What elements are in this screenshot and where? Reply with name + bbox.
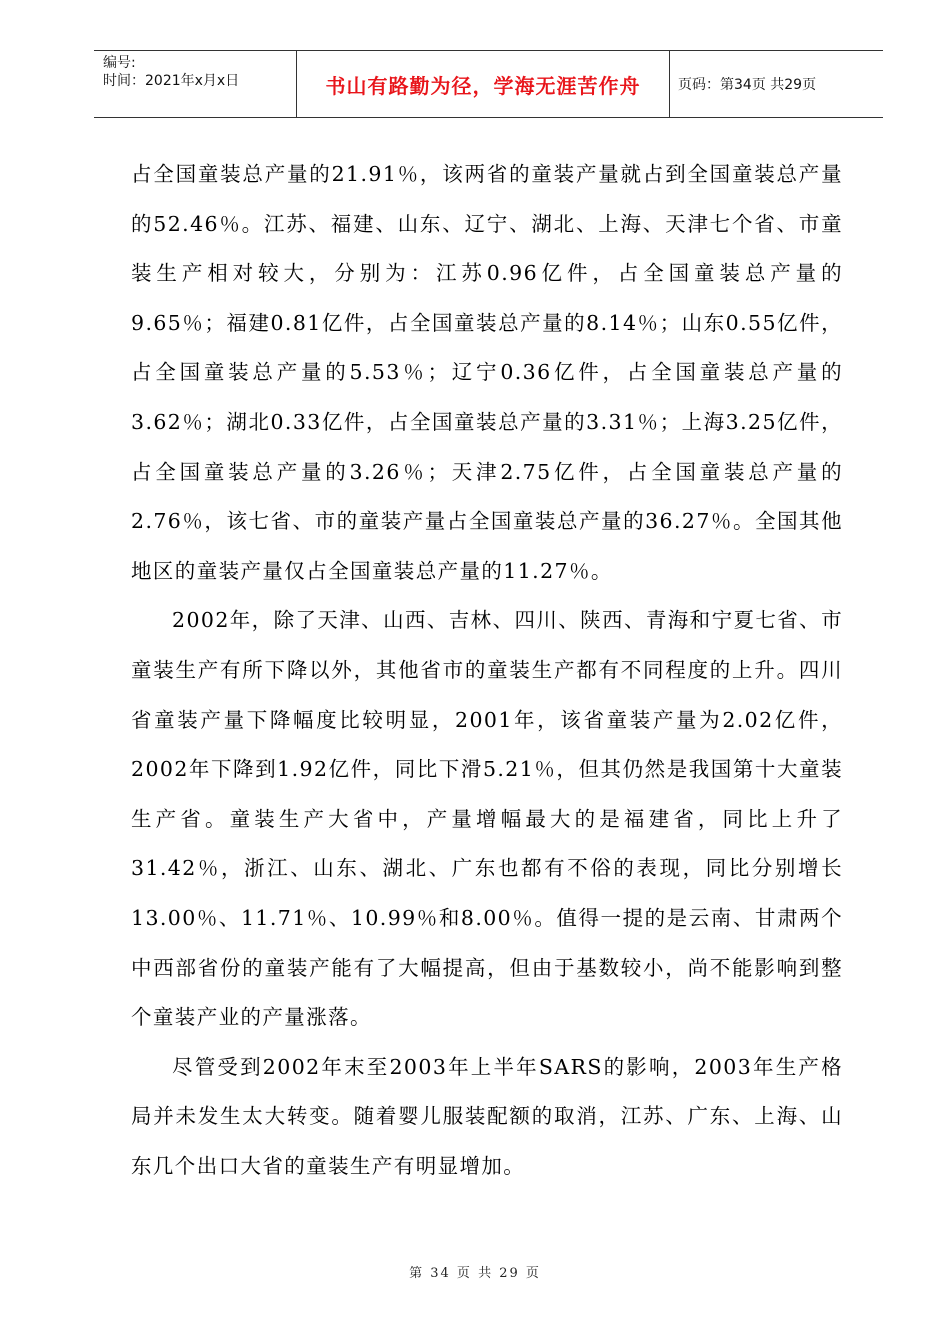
- page-header: [94, 50, 883, 118]
- paragraph-1: 占全国童装总产量的21.91％，该两省的童装产量就占到全国童装总产量的52.46％。江苏、福建、山东、辽宁、湖北、上海、天津七个省、市童装生产相对较大，分别为：江苏0.96亿件，占全国童装总产量的9.65％；福建0.81亿件，占全国童装总产量的8.14％；山东0.55亿件，占全国童装总产量的5.53％；辽宁0.36亿件，占全国童装总产量的3.62％；湖北0.33亿件，占全国童装总产量的3.31％；上海3.25亿件，占全国童装总产量的3.26％；天津2.75亿件，占全国童装总产量的2.76％，该七省、市的童装产量占全国童装总产量的36.27％。全国其他地区的童装产量仅占全国童装总产量的11.27％。: [131, 162, 843, 583]
- paragraph-3: 尽管受到2002年末至2003年上半年SARS的影响，2003年生产格局并未发生太大转变。随着婴儿服装配额的取消，江苏、广东、上海、山东几个出口大省的童装生产有明显增加。: [131, 1054, 843, 1178]
- header-page-info: 页码：第34页 共29页: [678, 77, 817, 93]
- document-body: [131, 150, 843, 1191]
- document-time-label: 时间：2021年x月x日: [103, 73, 240, 89]
- document-number-label: 编号:: [103, 55, 136, 71]
- header-meta: [103, 54, 239, 90]
- header-motto: 书山有路勤为径，学海无涯苦作舟: [325, 73, 641, 98]
- paragraph-2: 2002年，除了天津、山西、吉林、四川、陕西、青海和宁夏七省、市童装生产有所下降以外，其他省市的童装生产都有不同程度的上升。四川省童装产量下降幅度比较明显，2001年，该省童装产量为2.02亿件，2002年下降到1.92亿件，同比下滑5.21％，但其仍然是我国第十大童装生产省。童装生产大省中，产量增幅最大的是福建省，同比上升了31.42％，浙江、山东、湖北、广东也都有不俗的表现，同比分别增长13.00％、11.71％、10.99％和8.00％。值得一提的是云南、甘肃两个中西部省份的童装产能有了大幅提高，但由于基数较小，尚不能影响到整个童装产业的产量涨落。: [131, 608, 843, 1030]
- page-footer: 第 34 页 共 29 页: [409, 1266, 541, 1281]
- header-divider-right: [669, 51, 670, 117]
